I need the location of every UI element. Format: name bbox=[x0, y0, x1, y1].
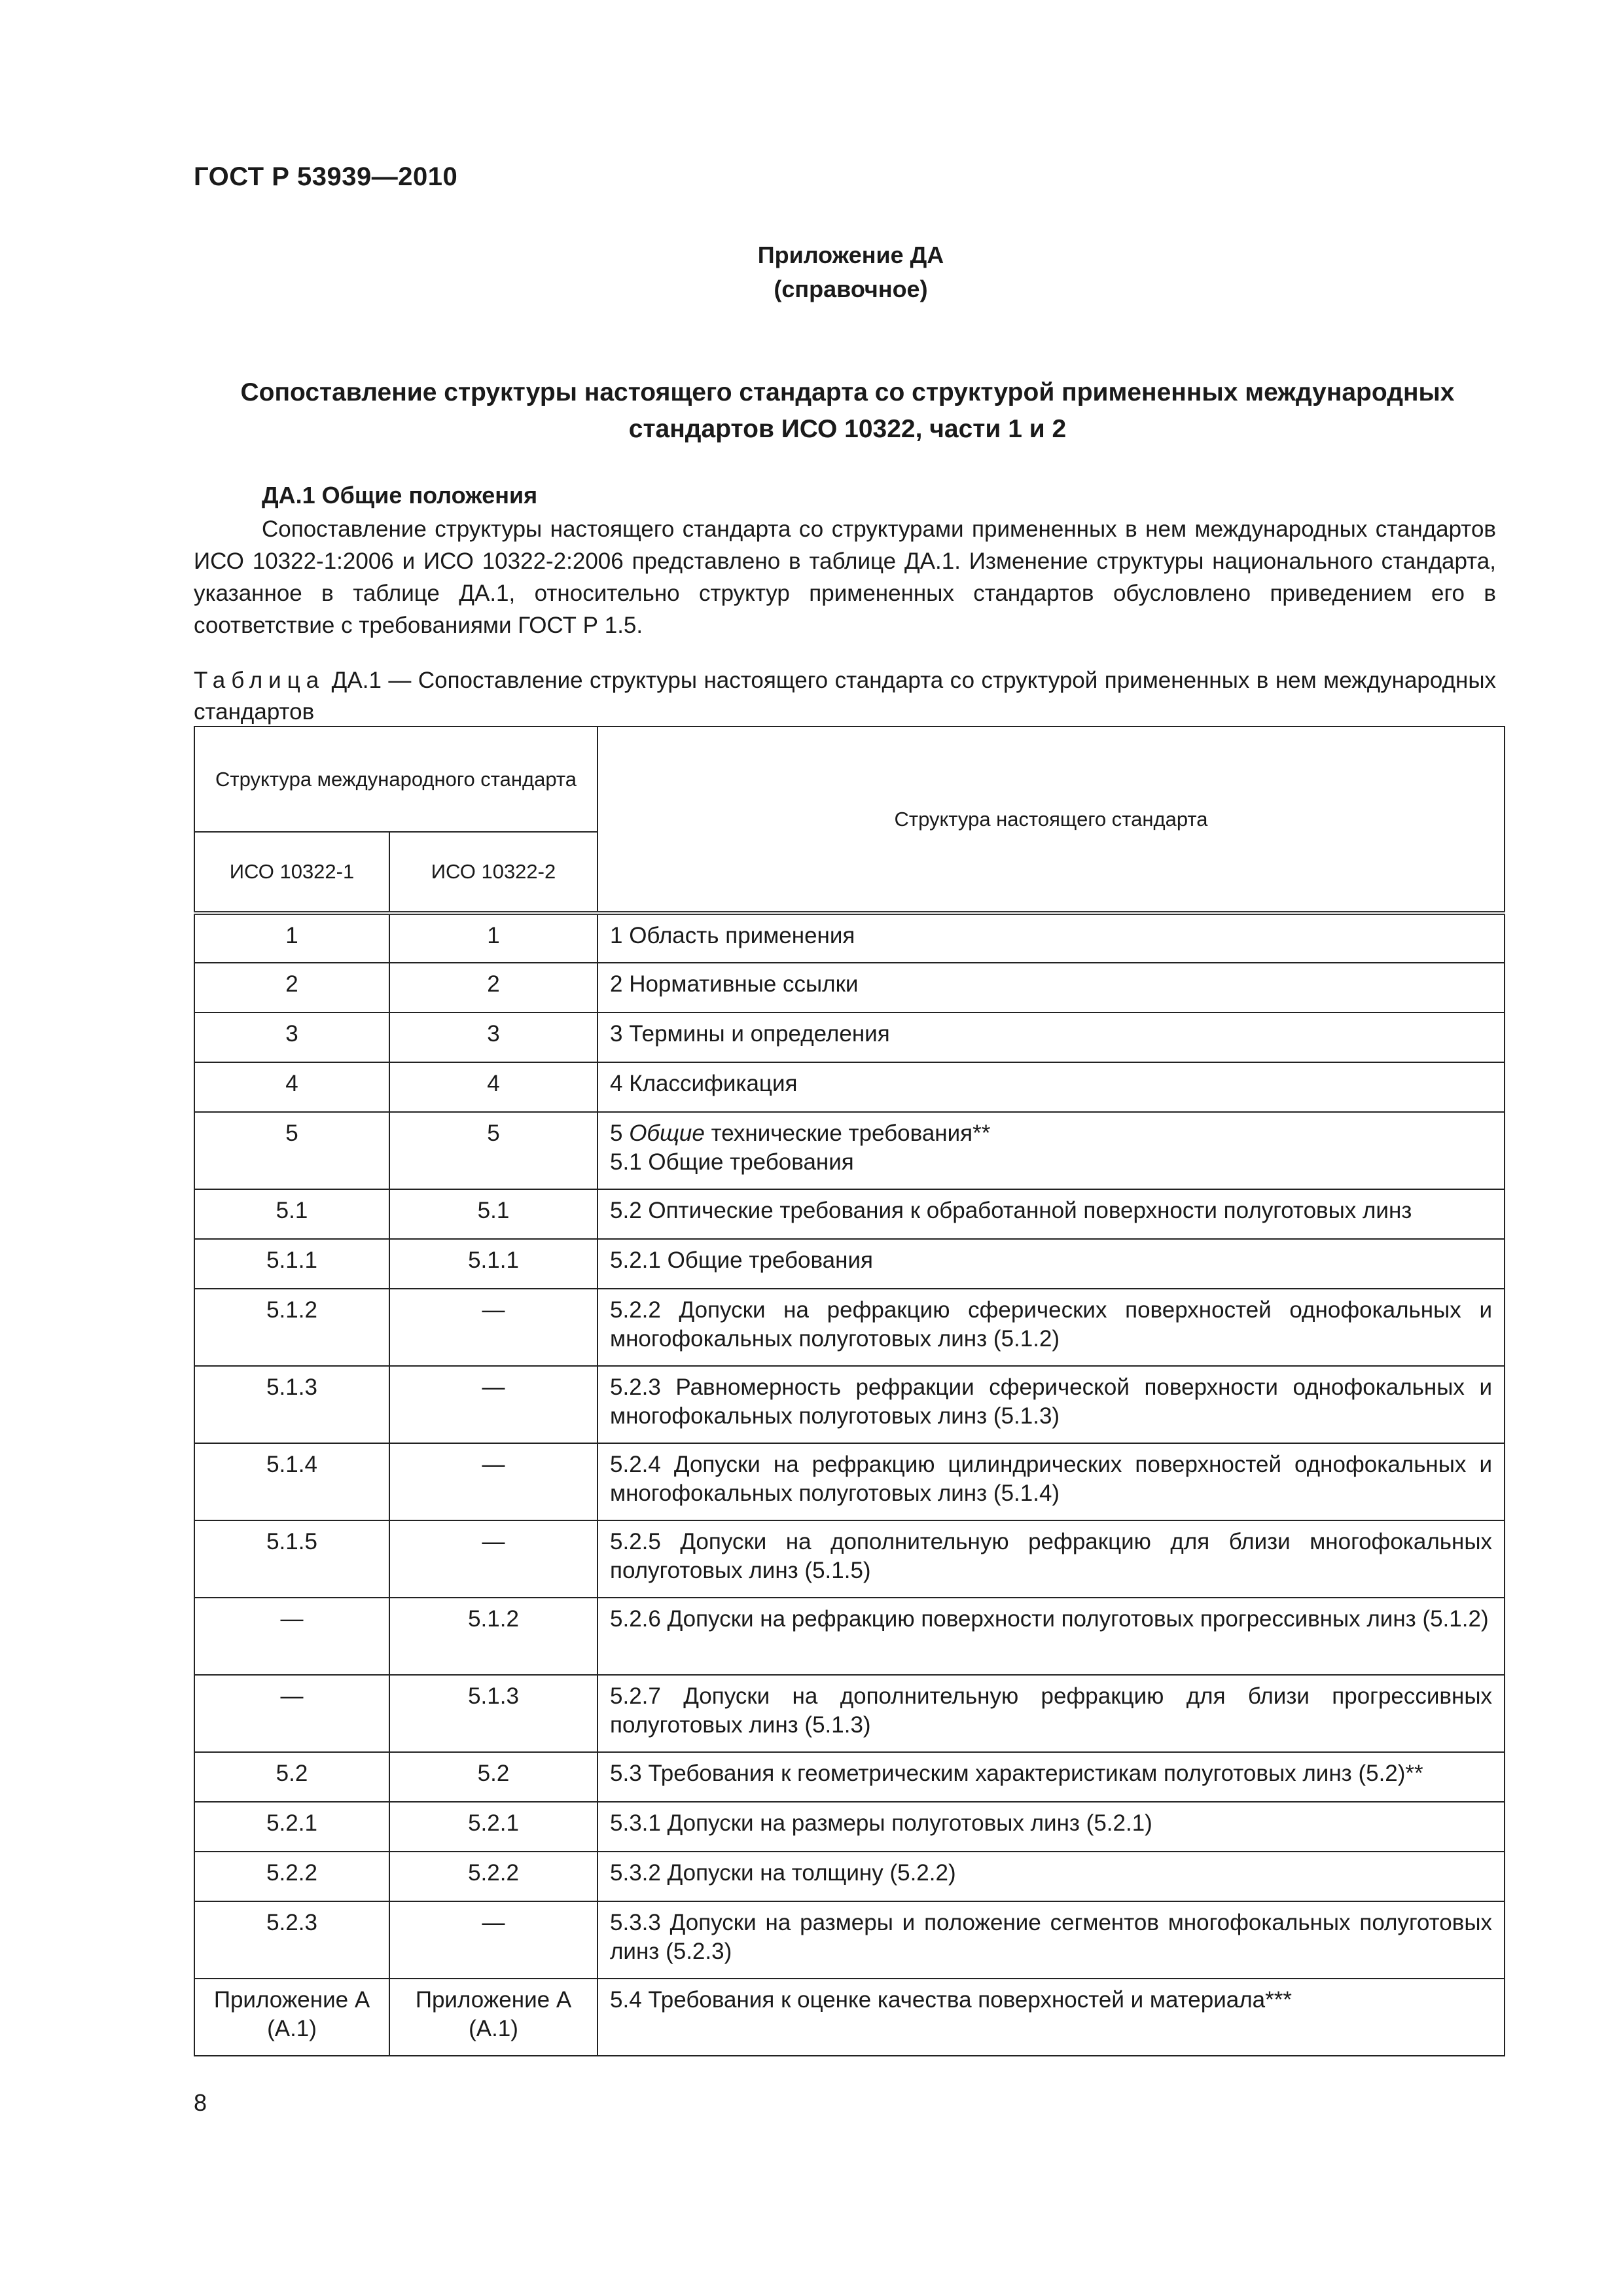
cell-iso-10322-1: 5.2.1 bbox=[194, 1802, 389, 1852]
annex-kind: (справочное) bbox=[774, 276, 928, 302]
table-row bbox=[194, 963, 1505, 1013]
header-iso-10322-1: ИСО 10322-1 bbox=[194, 832, 389, 913]
cell-iso-10322-1: 5.1.3 bbox=[194, 1366, 389, 1443]
clause-text: 5.2.6 Допуски на рефракцию поверхности полуготовых прогрессивных линз (5.1.2) bbox=[610, 1606, 1489, 1632]
clause-text: 5.2.5 Допуски на дополнительную рефракцию для близи многофокальных полуготовых линз (5.1.5) bbox=[610, 1529, 1492, 1583]
table-row bbox=[194, 913, 1505, 963]
clause-text: 5 Общие технические требования** bbox=[610, 1121, 991, 1146]
clause-text: 5.3.2 Допуски на толщину (5.2.2) bbox=[610, 1860, 956, 1886]
clause-text: 5.2.2 Допуски на рефракцию сферических поверхностей однофокальных и многофокальных полуготовых линз (5.1.2) bbox=[610, 1297, 1492, 1352]
table-row bbox=[194, 1062, 1505, 1112]
table-row bbox=[194, 1289, 1505, 1366]
cell-iso-10322-1: Приложение А (А.1) bbox=[194, 1979, 389, 2056]
cell-iso-10322-1: 5.1 bbox=[194, 1189, 389, 1239]
table-caption-text: ДА.1 — Сопоставление структуры настоящего стандарта со структурой примененных в нем международных стандартов bbox=[194, 668, 1496, 725]
cell-iso-10322-2: — bbox=[389, 1443, 597, 1520]
cell-iso-10322-1: 5.2.2 bbox=[194, 1852, 389, 1901]
clause-text: 5.2.4 Допуски на рефракцию цилиндрических поверхностей однофокальных и многофокальных полуготовых линз (5.1.4) bbox=[610, 1452, 1492, 1506]
cell-iso-10322-2: 5 bbox=[389, 1112, 597, 1189]
cell-iso-10322-2: 5.2 bbox=[389, 1752, 597, 1802]
table-row bbox=[194, 1112, 1505, 1189]
clause-text: 3 Термины и определения bbox=[610, 1021, 890, 1047]
cell-iso-10322-2: 5.2.2 bbox=[389, 1852, 597, 1901]
table-row bbox=[194, 1979, 1505, 2056]
table-row bbox=[194, 1189, 1505, 1239]
cell-iso-10322-2: 4 bbox=[389, 1062, 597, 1112]
clause-text: 5.2.7 Допуски на дополнительную рефракцию для близи прогрессивных полуготовых линз (5.1.3) bbox=[610, 1683, 1492, 1738]
cell-iso-10322-2: — bbox=[389, 1520, 597, 1598]
cell-national-structure bbox=[597, 1802, 1505, 1852]
table-row bbox=[194, 1675, 1505, 1752]
cell-national-structure bbox=[597, 1366, 1505, 1443]
table-row bbox=[194, 1239, 1505, 1289]
cell-iso-10322-1: 5.1.4 bbox=[194, 1443, 389, 1520]
cell-iso-10322-2: 5.2.1 bbox=[389, 1802, 597, 1852]
structure-comparison-table bbox=[194, 726, 1505, 2056]
section-heading: ДА.1 Общие положения bbox=[262, 482, 538, 509]
clause-text: 5.3.3 Допуски на размеры и положение сегментов многофокальных полуготовых линз (5.2.3) bbox=[610, 1910, 1492, 1964]
cell-national-structure bbox=[597, 1901, 1505, 1979]
cell-national-structure bbox=[597, 1112, 1505, 1189]
table-row bbox=[194, 1901, 1505, 1979]
cell-national-structure bbox=[597, 1979, 1505, 2056]
table-row bbox=[194, 1443, 1505, 1520]
header-international-structure: Структура международного стандарта bbox=[194, 726, 597, 832]
cell-iso-10322-1: 5.2 bbox=[194, 1752, 389, 1802]
table-caption-word: Таблица bbox=[194, 668, 325, 693]
cell-national-structure bbox=[597, 1189, 1505, 1239]
cell-iso-10322-1: 5.1.1 bbox=[194, 1239, 389, 1289]
cell-iso-10322-1: 5.2.3 bbox=[194, 1901, 389, 1979]
header-national-structure: Структура настоящего стандарта bbox=[597, 726, 1505, 913]
cell-iso-10322-2: 5.1.1 bbox=[389, 1239, 597, 1289]
cell-national-structure bbox=[597, 963, 1505, 1013]
clause-text: 5.3 Требования к геометрическим характеристикам полуготовых линз (5.2)** bbox=[610, 1761, 1423, 1786]
cell-iso-10322-2: 1 bbox=[389, 913, 597, 963]
cell-national-structure bbox=[597, 1520, 1505, 1598]
cell-iso-10322-1: 5.1.5 bbox=[194, 1520, 389, 1598]
cell-iso-10322-1: 5 bbox=[194, 1112, 389, 1189]
clause-text: 4 Классификация bbox=[610, 1071, 798, 1096]
table-row bbox=[194, 1366, 1505, 1443]
cell-national-structure bbox=[597, 1289, 1505, 1366]
subclause-text: 5.1 Общие требования bbox=[610, 1149, 854, 1175]
table-row bbox=[194, 1752, 1505, 1802]
cell-iso-10322-1: — bbox=[194, 1598, 389, 1675]
clause-text: 5.3.1 Допуски на размеры полуготовых линз (5.2.1) bbox=[610, 1810, 1152, 1836]
cell-iso-10322-1: 3 bbox=[194, 1013, 389, 1062]
cell-iso-10322-2: — bbox=[389, 1901, 597, 1979]
cell-national-structure bbox=[597, 1013, 1505, 1062]
annex-label: Приложение ДА bbox=[757, 242, 944, 268]
cell-national-structure bbox=[597, 1675, 1505, 1752]
clause-text: 5.4 Требования к оценке качества поверхностей и материала*** bbox=[610, 1987, 1293, 2013]
cell-national-structure bbox=[597, 913, 1505, 963]
page-number: 8 bbox=[194, 2089, 207, 2116]
cell-national-structure bbox=[597, 1752, 1505, 1802]
document-code: ГОСТ Р 53939—2010 bbox=[194, 162, 458, 191]
table-row bbox=[194, 1852, 1505, 1901]
italic-word: Общие bbox=[629, 1121, 705, 1146]
cell-iso-10322-2: Приложение А (А.1) bbox=[389, 1979, 597, 2056]
cell-national-structure bbox=[597, 1852, 1505, 1901]
cell-iso-10322-2: 5.1.2 bbox=[389, 1598, 597, 1675]
cell-iso-10322-2: 2 bbox=[389, 963, 597, 1013]
cell-iso-10322-2: 3 bbox=[389, 1013, 597, 1062]
cell-national-structure bbox=[597, 1239, 1505, 1289]
cell-national-structure bbox=[597, 1443, 1505, 1520]
cell-iso-10322-2: — bbox=[389, 1366, 597, 1443]
clause-text: 5.2 Оптические требования к обработанной поверхности полуготовых линз bbox=[610, 1198, 1412, 1223]
annex-title: Сопоставление структуры настоящего стандарта со структурой примененных международных стандартов ИСО 10322, части 1 и 2 bbox=[240, 378, 1455, 443]
cell-national-structure bbox=[597, 1598, 1505, 1675]
cell-iso-10322-1: 1 bbox=[194, 913, 389, 963]
clause-text: 2 Нормативные ссылки bbox=[610, 971, 859, 997]
clause-text: 5.2.1 Общие требования bbox=[610, 1247, 873, 1273]
table-row bbox=[194, 1802, 1505, 1852]
cell-iso-10322-2: 5.1 bbox=[389, 1189, 597, 1239]
header-iso-10322-2: ИСО 10322-2 bbox=[389, 832, 597, 913]
table-row bbox=[194, 1520, 1505, 1598]
cell-iso-10322-2: 5.1.3 bbox=[389, 1675, 597, 1752]
cell-iso-10322-1: 4 bbox=[194, 1062, 389, 1112]
cell-iso-10322-1: 2 bbox=[194, 963, 389, 1013]
clause-text: 5.2.3 Равномерность рефракции сферической поверхности однофокальных и многофокальных полуготовых линз (5.1.3) bbox=[610, 1374, 1492, 1429]
clause-text: 1 Область применения bbox=[610, 923, 855, 948]
table-row bbox=[194, 1598, 1505, 1675]
cell-national-structure bbox=[597, 1062, 1505, 1112]
table-caption bbox=[194, 665, 1496, 728]
cell-iso-10322-1: 5.1.2 bbox=[194, 1289, 389, 1366]
annex-heading bbox=[0, 238, 1623, 306]
section-paragraph: Сопоставление структуры настоящего стандарта со структурами примененных в нем международных стандартов ИСО 10322-1:2006 и ИСО 10322-2:2006 представлено в таблице ДА.1. Изменение структуры национального стандарта, указанное в таблице ДА.1, относительно структур примененных стандартов обусловлено приведением его в соответствие с требованиями ГОСТ Р 1.5. bbox=[194, 516, 1496, 638]
table-row bbox=[194, 1013, 1505, 1062]
cell-iso-10322-1: — bbox=[194, 1675, 389, 1752]
cell-iso-10322-2: — bbox=[389, 1289, 597, 1366]
